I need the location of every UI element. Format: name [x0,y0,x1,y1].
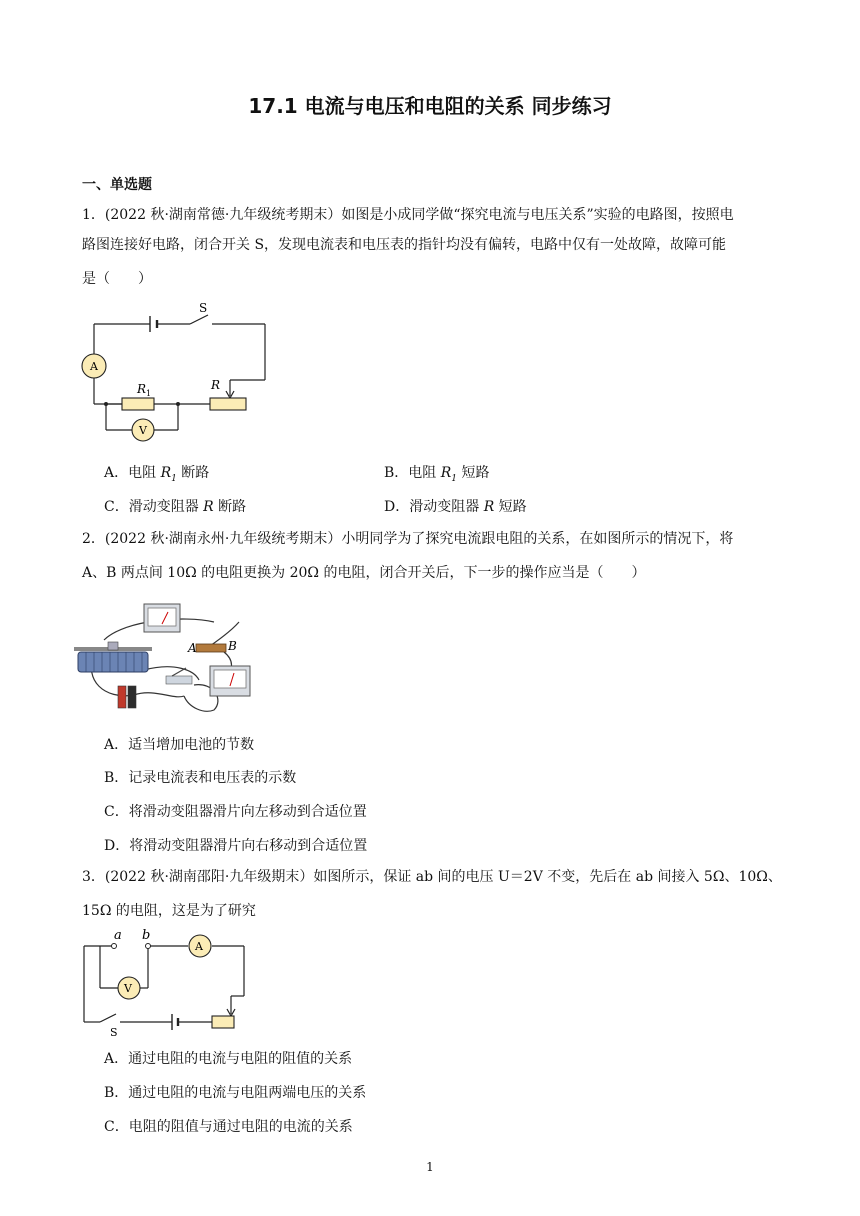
q3-point-a-label: a [114,928,122,943]
q2-option-b[interactable]: B．记录电流表和电压表的示数 [104,770,297,786]
page-title: 17.1 电流与电压和电阻的关系 同步练习 [248,94,612,118]
q1-rheostat-label: R [211,378,221,392]
q1-stem-line2: 路图连接好电路，闭合开关 S，发现电流表和电压表的指针均没有偏转，电路中仅有一处故障，故障可能 [82,237,727,253]
q3-switch-label: S [110,1026,118,1038]
q1-ammeter-label: A [90,360,98,373]
q2-point-a-label: A [188,641,197,655]
q3-option-c[interactable]: C．电阻的阻值与通过电阻的电流的关系 [104,1119,353,1135]
q2-point-b-label: B [228,639,237,653]
q3-stem-line2: 15Ω 的电阻，这是为了研究 [82,903,256,919]
q3-voltmeter-label: V [124,982,132,995]
q1-stem-line3: 是（ ） [82,271,152,287]
q2-stem-line1: 2．(2022 秋·湖南永州·九年级统考期末）小明同学为了探究电流跟电阻的关系，在如图所示的情况下，将 [82,531,734,547]
q2-option-a[interactable]: A．适当增加电池的节数 [104,737,255,753]
q3-option-a[interactable]: A．通过电阻的电流与电阻的阻值的关系 [104,1051,353,1067]
q2-option-d[interactable]: D．将滑动变阻器滑片向右移动到合适位置 [104,838,368,854]
q1-voltmeter-label: V [139,424,147,437]
q3-ammeter-label: A [195,940,203,953]
q3-point-b-label: b [142,928,151,943]
q1-r1-subscript: 1 [146,389,152,398]
q1-option-b[interactable]: B．电阻 $R_1$ 短路 [384,465,490,484]
q2-stem-line2: A、B 两点间 10Ω 的电阻更换为 20Ω 的电阻，闭合开关后，下一步的操作应当是（ ） [82,565,646,581]
q2-apparatus-photo [74,600,264,715]
q1-option-a[interactable]: A．电阻 $R_1$ 断路 [104,465,210,484]
q1-option-d[interactable]: D．滑动变阻器 R 短路 [384,499,527,515]
q1-switch-label: S [199,301,208,315]
section-heading: 一、单选题 [82,177,152,193]
q3-stem-line1: 3．(2022 秋·湖南邵阳·九年级期末）如图所示，保证 ab 间的电压 U＝2V 不变，先后在 ab 间接入 5Ω、10Ω、 [82,869,782,885]
page-number: 1 [426,1160,434,1174]
q1-option-c[interactable]: C．滑动变阻器 R 断路 [104,499,247,515]
q2-option-c[interactable]: C．将滑动变阻器滑片向左移动到合适位置 [104,804,367,820]
q1-r1-label: R [137,382,147,396]
q1-circuit-diagram [78,296,278,446]
q1-stem-line1: 1．(2022 秋·湖南常德·九年级统考期末）如图是小成同学做“探究电流与电压关系”实验的电路图，按照电 [82,207,734,223]
q3-circuit-diagram [78,926,258,1038]
q3-option-b[interactable]: B．通过电阻的电流与电阻两端电压的关系 [104,1085,367,1101]
